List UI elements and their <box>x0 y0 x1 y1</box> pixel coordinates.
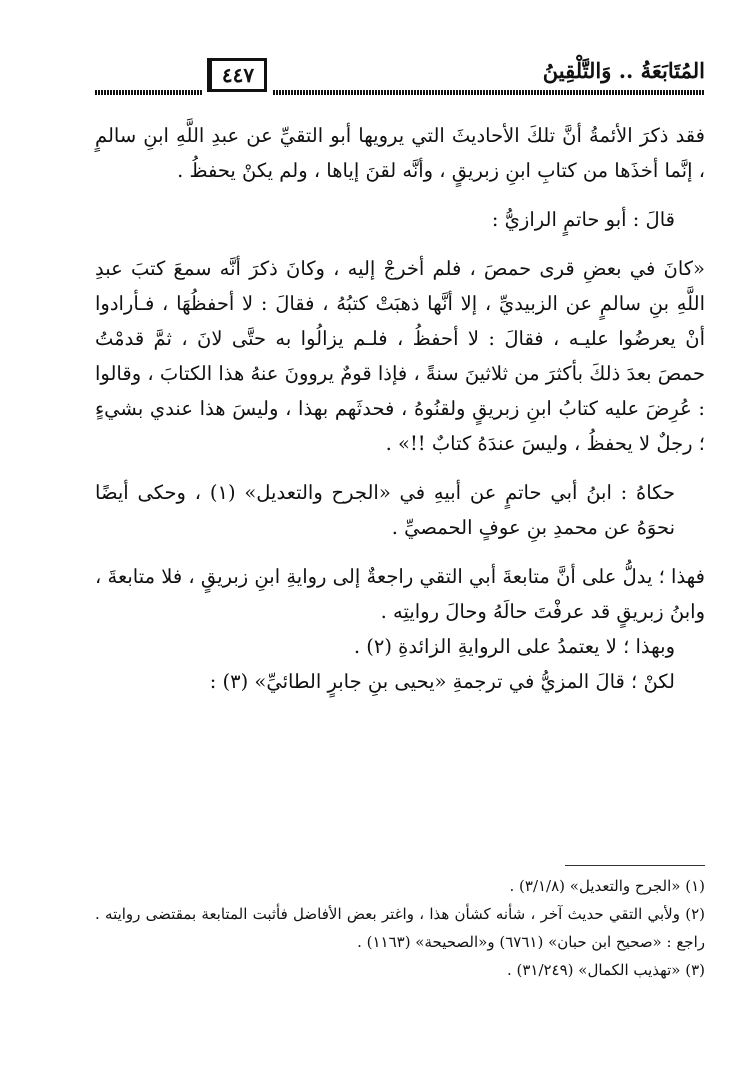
paragraph-6: وبهذا ؛ لا يعتمدُ على الروايةِ الزائدةِ (٢) . <box>353 635 675 658</box>
paragraph-3-quote: «كانَ في بعضِ قرى حمصَ ، فلم أخرجْ إليه ، وكانَ ذكرَ أنَّه سمعَ كتبَ عبدِ اللَّهِ بنِ سالمٍ عن الزبيديِّ ، إلا أنَّها ذهبَتْ كتبُهُ ، فقالَ : لا أحفظُهَا ، فـأرادوا أنْ يعرضُوا عليـه ، فقالَ : لا أحفظُ ، فلـم يزالُوا به حتَّى لانَ ، ثمَّ قدمْتُ حمصَ بعدَ ذلكَ بأكثرَ من ثلاثينَ سنةً ، فإذا قومٌ يروونَ عنهُ هذا الكتابَ ، وقالوا : عُرِضَ عليه كتابُ ابنِ زبريقٍ ولقنُوهُ ، فحدثَهم بهذا ، وليسَ هذا عندي بشيءٍ ؛ رجلٌ لا يحفظُ ، وليسَ عندَهُ كتابٌ !!» . <box>95 257 705 455</box>
page-number-box <box>207 58 267 92</box>
paragraph-2: قالَ : أبو حاتمٍ الرازيُّ : <box>491 208 675 231</box>
paragraph-4: حكاهُ : ابنُ أبي حاتمٍ عن أبيهِ في «الجرح والتعديل» (١) ، وحكى أيضًا نحوَهُ عن محمدِ بنِ عوفٍ الحمصيِّ . <box>95 481 675 539</box>
paragraph-1: فقد ذكرَ الأئمةُ أنَّ تلكَ الأحاديثَ التي يرويها أبو التقيِّ عن عبدِ اللَّهِ ابنِ سالمٍ ، إنَّما أخذَها من كتابِ ابنِ زبريقٍ ، وأنَّه لقنَ إياها ، ولم يكنْ يحفظُ . <box>95 124 705 182</box>
footnote-1: (١) «الجرح والتعديل» (٣/١/٨) . <box>509 877 705 895</box>
paragraph-7: لكنْ ؛ قالَ المزيُّ في ترجمةِ «يحيى بنِ جابرٍ الطائيِّ» (٣) : <box>209 670 675 693</box>
footnote-separator <box>565 865 705 866</box>
page-header <box>95 52 705 102</box>
main-text <box>95 118 705 699</box>
running-title: المُتَابَعَةُ .. وَالتَّلْقِينُ <box>542 58 705 83</box>
header-rule-right <box>273 90 705 95</box>
page-number: ٤٤٧ <box>221 63 255 87</box>
footnote-2: (٢) ولأبي التقي حديث آخر ، شأنه كشأن هذا ، واغتر بعض الأفاضل فأثبت المتابعة بمقتضى روايته . راجع : «صحيح ابن حبان» (٦٧٦١) و«الصحيحة» (١١٦٣) . <box>95 905 705 951</box>
footnote-3: (٣) «تهذيب الكمال» (٣١/٢٤٩) . <box>506 961 705 979</box>
footnotes <box>95 872 705 984</box>
paragraph-5: فهذا ؛ يدلُّ على أنَّ متابعةَ أبي التقي راجعةٌ إلى روايةِ ابنِ زبريقٍ ، فلا متابعةَ ، وابنُ زبريقٍ قد عرفْتَ حالَهُ وحالَ روايتِه . <box>95 565 705 623</box>
header-rule-left <box>95 90 203 95</box>
